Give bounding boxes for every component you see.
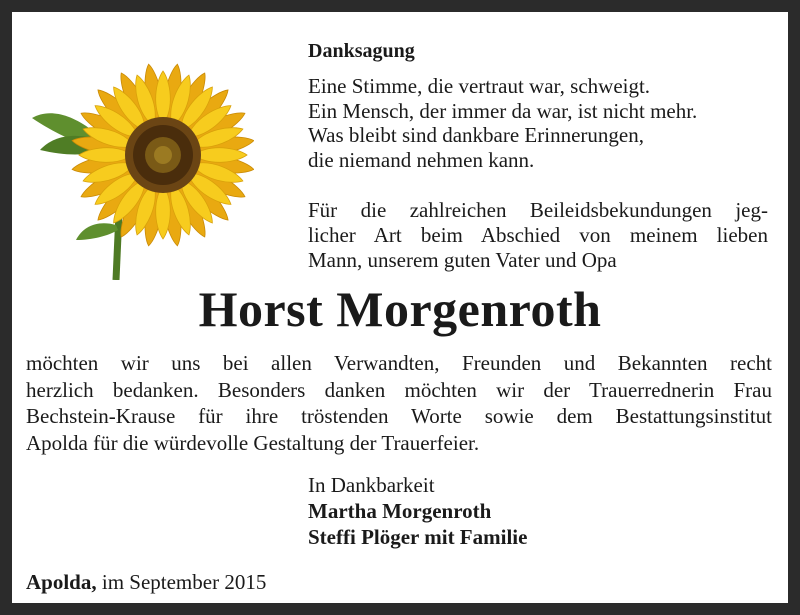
poem-line: die niemand nehmen kann.	[308, 147, 535, 172]
heading: Danksagung	[308, 40, 415, 62]
body-line: möchten wir uns bei allen Verwandten, Freunden und Bekannten recht	[26, 351, 772, 375]
deceased-name: Horst Morgenroth	[198, 281, 602, 337]
body-line: Apolda für die würdevolle Gestaltung der Trauerfeier.	[26, 430, 480, 455]
intro-line: licher Art beim Abschied von meinem lieben	[308, 223, 768, 247]
closing: In Dankbarkeit	[308, 473, 435, 497]
intro-line: Für die zahlreichen Beileidsbekundungen jeg-	[308, 198, 768, 222]
place-date	[26, 570, 266, 595]
poem-line: Eine Stimme, die vertraut war, schweigt.	[308, 74, 651, 98]
signatory: Steffi Plöger mit Familie	[308, 525, 528, 549]
place: Apolda,	[26, 570, 97, 594]
poem-line: Was bleibt sind dankbare Erinnerungen,	[308, 123, 644, 147]
poem-line: Ein Mensch, der immer da war, ist nicht mehr.	[308, 98, 698, 123]
date: im September 2015	[101, 570, 267, 594]
signature-block	[308, 472, 527, 550]
intro-line: Mann, unserem guten Vater und Opa	[308, 248, 617, 272]
intro-text	[308, 198, 768, 273]
body-text	[26, 350, 772, 456]
body-line: herzlich bedanken. Besonders danken möchten wir der Trauerrednerin Frau	[26, 377, 772, 402]
sunflower-icon	[28, 40, 254, 280]
signatory: Martha Morgenroth	[308, 499, 492, 523]
body-line: Bechstein-Krause für ihre tröstenden Worte sowie dem Bestattungsinstitut	[26, 404, 772, 428]
poem	[308, 74, 697, 172]
